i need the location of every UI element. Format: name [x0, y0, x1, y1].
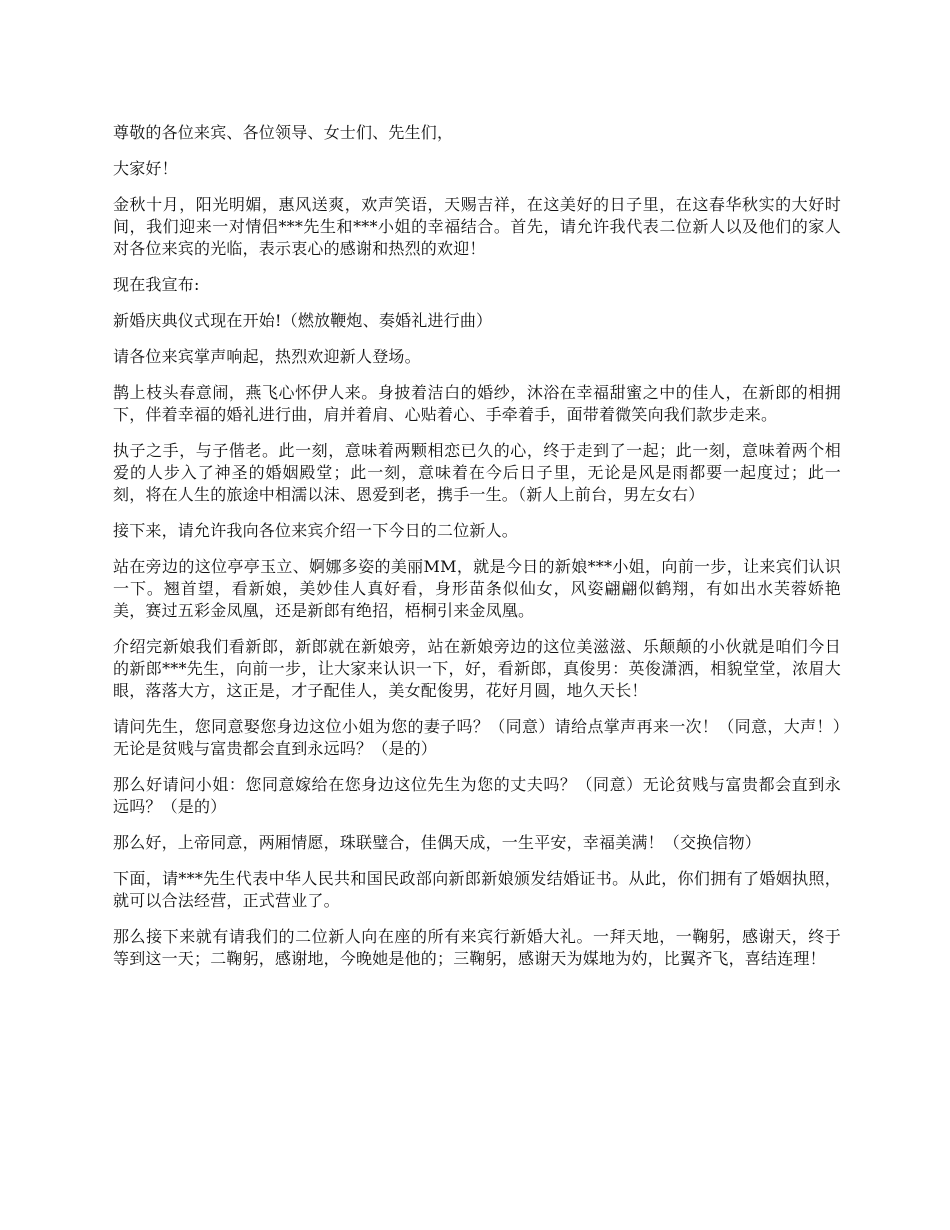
paragraph-groom-vow: 请问先生，您同意娶您身边这位小姐为您的妻子吗？（同意）请给点掌声再来一次！（同意，大声！）无论是贫贱与富贵都会直到永远吗？（是的） — [113, 717, 841, 758]
paragraph-bride-vow: 那么好请问小姐：您同意嫁给在您身边这位先生为您的丈夫吗？（同意）无论贫贱与富贵都会直到永远吗？（是的） — [113, 775, 841, 816]
paragraph-welcome-couple: 请各位来宾掌声响起，热烈欢迎新人登场。 — [113, 347, 421, 366]
paragraph-blessing: 那么好，上帝同意，两厢情愿，珠联璧合，佳偶天成，一生平安，幸福美满！（交换信物） — [113, 833, 762, 852]
paragraph-vows-moment: 执子之手，与子偕老。此一刻，意味着两颗相恋已久的心，终于走到了一起；此一刻，意味着两个相爱的人步入了神圣的婚姻殿堂；此一刻，意味着在今后日子里，无论是风是雨都要一起度过；此一刻，将在人生的旅途中相濡以沫、恩爱到老，携手一生。（新人上前台，男左女右） — [113, 441, 841, 504]
paragraph-opening: 金秋十月，阳光明媚，惠风送爽，欢声笑语，天赐吉祥，在这美好的日子里，在这春华秋实的大好时间，我们迎来一对情侣***先生和***小姐的幸福结合。首先，请允许我代表二位新人以及他们的家人对各位来宾的光临，表示衷心的感谢和热烈的欢迎！ — [113, 195, 841, 258]
paragraph-bows: 那么接下来就有请我们的二位新人向在座的所有来宾行新婚大礼。一拜天地，一鞠躬，感谢天，终于等到这一天；二鞠躬，感谢地，今晚她是他的；三鞠躬，感谢天为媒地为妁，比翼齐飞，喜结连理！ — [113, 927, 841, 968]
paragraph-entrance: 鹊上枝头春意闹，燕飞心怀伊人来。身披着洁白的婚纱，沐浴在幸福甜蜜之中的佳人，在新郎的相拥下，伴着幸福的婚礼进行曲，肩并着肩、心贴着心、手牵着手，面带着微笑向我们款步走来。 — [113, 383, 841, 424]
paragraph-ceremony-start: 新婚庆典仪式现在开始!（燃放鞭炮、奏婚礼进行曲） — [113, 311, 493, 330]
paragraph-groom: 介绍完新娘我们看新郎，新郎就在新娘旁，站在新娘旁边的这位美滋滋、乐颠颠的小伙就是咱们今日的新郎***先生，向前一步，让大家来认识一下，好，看新郎，真俊男：英俊潇洒，相貌堂堂，浓眉大眼，落落大方，这正是，才子配佳人，美女配俊男，花好月圆，地久天长！ — [113, 637, 841, 700]
paragraph-announce: 现在我宣布: — [113, 275, 200, 294]
paragraph-greeting: 尊敬的各位来宾、各位领导、女士们、先生们， — [113, 123, 454, 142]
paragraph-bride: 站在旁边的这位亭亭玉立、婀娜多姿的美丽MM，就是今日的新娘***小姐，向前一步，让来宾们认识一下。翘首望，看新娘，美妙佳人真好看，身形苗条似仙女，风姿翩翩似鹤翔，有如出水芙蓉娇艳美，赛过五彩金凤凰，还是新郎有绝招，梧桐引来金凤凰。 — [113, 557, 841, 620]
paragraph-hello: 大家好！ — [113, 159, 178, 178]
paragraph-introduction: 接下来，请允许我向各位来宾介绍一下今日的二位新人。 — [113, 521, 519, 540]
document-page — [113, 122, 841, 984]
paragraph-certificate: 下面，请***先生代表中华人民共和国民政部向新郎新娘颁发结婚证书。从此，你们拥有了婚姻执照，就可以合法经营，正式营业了。 — [113, 869, 841, 910]
